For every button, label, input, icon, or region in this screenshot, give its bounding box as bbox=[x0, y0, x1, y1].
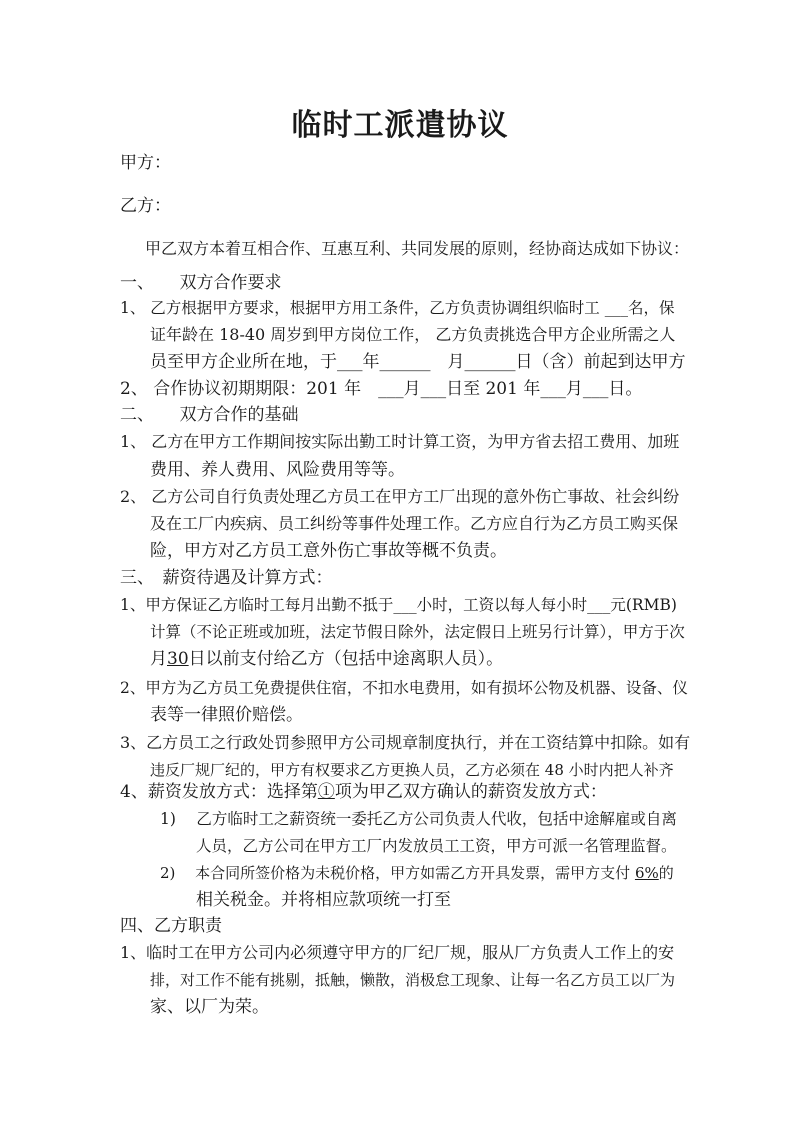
section-4-heading: 四、乙方职责 bbox=[120, 916, 222, 936]
clause-3-1-line-1: 1、甲方保证乙方临时工每月出勤不抵于___小时，工资以每人每小时___元(RMB) bbox=[120, 596, 677, 614]
option-2-line-1 bbox=[160, 862, 674, 884]
party-a-label: 甲方： bbox=[120, 153, 171, 173]
intro-paragraph: 甲乙双方本着互相合作、互惠互利、共同发展的原则，经协商达成如下协议： bbox=[145, 239, 690, 258]
clause-3-1-line-3 bbox=[150, 648, 503, 670]
tax-rate-value: 6% bbox=[634, 864, 659, 882]
party-b-label: 乙方： bbox=[120, 196, 171, 216]
clause-4-1-line-2: 排，对工作不能有挑剔，抵触，懒散，消极怠工现象、让每一名乙方员工以厂为 bbox=[150, 971, 676, 989]
clause-4-1-line-1: 1、临时工在甲方公司内必须遵守甲方的厂纪厂规，服从厂方负责人工作上的安 bbox=[120, 943, 675, 962]
clause-1-1-line-3: 员至甲方企业所在地，于___年______ 月______日（含）前起到达甲方 bbox=[150, 352, 686, 372]
clause-3-1-line-3-pre: 月 bbox=[150, 649, 167, 669]
option-2-line-2: 相关税金。并将相应款项统一打至 bbox=[196, 890, 451, 910]
section-2-heading: 二、 双方合作的基础 bbox=[120, 405, 299, 425]
option-1-line-2: 人员，乙方公司在甲方工厂内发放员工工资，甲方可派一名管理监督。 bbox=[196, 837, 677, 855]
option-2-post: 的 bbox=[658, 864, 674, 882]
clause-3-4 bbox=[120, 781, 607, 803]
clause-2-1-line-2: 费用、养人费用、风险费用等等。 bbox=[150, 460, 405, 480]
section-1-heading: 一、 双方合作要求 bbox=[120, 273, 282, 293]
clause-2-2-line-1: 2、 乙方公司自行负责处理乙方员工在甲方工厂出现的意外伤亡事故、社会纠纷 bbox=[120, 487, 680, 506]
clause-3-2-line-2: 表等一律照价赔偿。 bbox=[150, 705, 303, 725]
clause-3-4-post: 项为甲乙双方确认的薪资发放方式： bbox=[334, 782, 607, 802]
option-2-pre: 2) 本合同所签价格为未税价格，甲方如需乙方开具发票，需甲方支付 bbox=[160, 864, 635, 882]
clause-1-1-line-2: 证年龄在 18-40 周岁到甲方岗位工作， 乙方负责挑选合甲方企业所需之人 bbox=[150, 325, 676, 344]
clause-1-1-line-1: 1、 乙方根据甲方要求，根据甲方用工条件，乙方负责协调组织临时工 ___名，保 bbox=[120, 299, 675, 317]
clause-2-2-line-3: 险，甲方对乙方员工意外伤亡事故等概不负责。 bbox=[150, 541, 507, 561]
clause-3-1-line-2: 计算（不论正班或加班，法定节假日除外，法定假日上班另行计算），甲方于次 bbox=[150, 623, 685, 641]
payment-day-value: 30 bbox=[167, 649, 189, 669]
clause-3-4-pre: 4、薪资发放方式：选择第 bbox=[120, 782, 318, 802]
clause-3-3-line-2: 违反厂规厂纪的，甲方有权要求乙方更换人员，乙方必须在 48 小时内把人补齐 bbox=[150, 761, 674, 779]
clause-2-1-line-1: 1、 乙方在甲方工作期间按实际出勤工时计算工资，为甲方省去招工费用、加班 bbox=[120, 432, 680, 451]
clause-1-2: 2、 合作协议初期期限：201 年 ___月___日至 201 年___月___日。 bbox=[120, 379, 643, 399]
document-title: 临时工派遣协议 bbox=[291, 108, 509, 143]
section-3-heading: 三、 薪资待遇及计算方式： bbox=[120, 568, 333, 588]
clause-2-2-line-2: 及在工厂内疾病、员工纠纷等事件处理工作。乙方应自行为乙方员工购买保 bbox=[150, 514, 679, 533]
option-1-line-1: 1) 乙方临时工之薪资统一委托乙方公司负责人代收，包括中途解雇或自离 bbox=[160, 810, 677, 828]
clause-4-1-line-3: 家、以厂为荣。 bbox=[150, 997, 269, 1017]
clause-3-1-line-3-post: 日以前支付给乙方（包括中途离职人员）。 bbox=[188, 649, 504, 669]
clause-3-2-line-1: 2、甲方为乙方员工免费提供住宿，不扣水电费用，如有损坏公物及机器、设备、仪 bbox=[120, 679, 688, 697]
payment-method-choice: ① bbox=[317, 782, 335, 802]
clause-3-3-line-1: 3、乙方员工之行政处罚参照甲方公司规章制度执行，并在工资结算中扣除。如有 bbox=[120, 733, 691, 752]
